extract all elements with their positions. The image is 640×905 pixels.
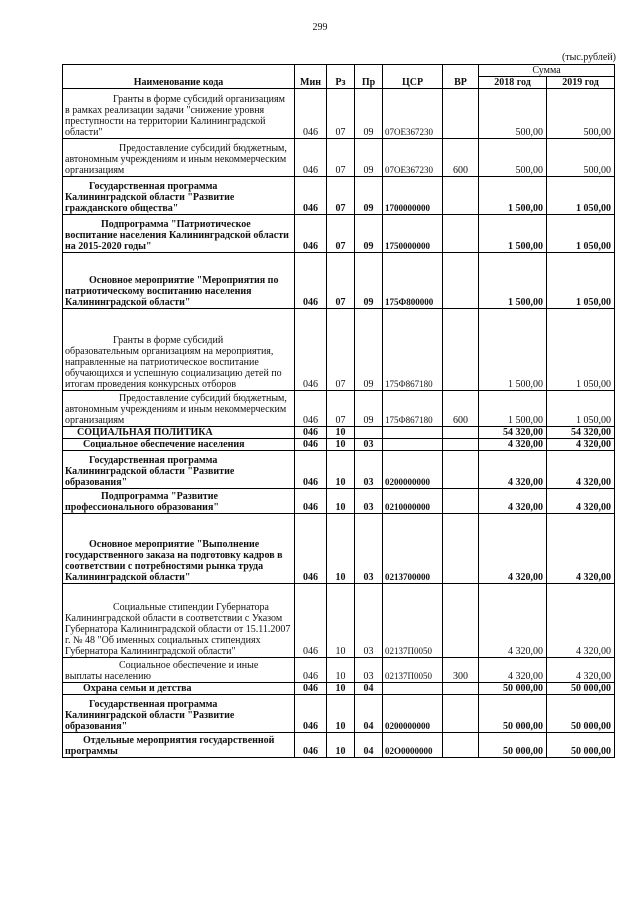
row-pr: 09 xyxy=(355,89,383,139)
row-rz: 10 xyxy=(327,451,355,489)
row-csr: 0213700000 xyxy=(383,514,443,584)
row-rz: 07 xyxy=(327,253,355,309)
row-name: Гранты в форме субсидий организациям в рамках реализации задачи "снижение уровня преступности на территории Калининградской области" xyxy=(65,94,285,138)
row-name: Социальное обеспечение населения xyxy=(83,439,245,450)
row-pr: 09 xyxy=(355,215,383,253)
row-pr: 09 xyxy=(355,177,383,215)
row-vr xyxy=(443,489,479,514)
row-name: Гранты в форме субсидий образовательным организациям на мероприятия, направленные на патриотическое воспитание обучающихся и успешную социализацию детей по итогам проведения конкурсных отборов xyxy=(65,335,282,390)
row-pr: 03 xyxy=(355,584,383,658)
row-min: 046 xyxy=(295,695,327,733)
row-pr: 09 xyxy=(355,391,383,427)
header-csr: ЦСР xyxy=(383,65,443,89)
row-2018: 4 320,00 xyxy=(479,489,547,514)
table-row xyxy=(63,514,615,584)
row-rz: 07 xyxy=(327,309,355,391)
table-row xyxy=(63,89,615,139)
row-2018: 1 500,00 xyxy=(479,215,547,253)
row-csr xyxy=(383,427,443,439)
row-rz: 10 xyxy=(327,658,355,683)
row-min: 046 xyxy=(295,658,327,683)
header-min: Мин xyxy=(295,65,327,89)
row-csr xyxy=(383,683,443,695)
row-vr xyxy=(443,253,479,309)
row-2018: 4 320,00 xyxy=(479,514,547,584)
row-csr xyxy=(383,439,443,451)
page-number: 299 xyxy=(312,22,328,33)
row-rz: 07 xyxy=(327,89,355,139)
row-csr: 1700000000 xyxy=(383,177,443,215)
row-min: 046 xyxy=(295,514,327,584)
row-csr: 07ОЕ367230 xyxy=(383,139,443,177)
row-min: 046 xyxy=(295,139,327,177)
row-rz: 10 xyxy=(327,427,355,439)
row-min: 046 xyxy=(295,391,327,427)
table-row xyxy=(63,695,615,733)
row-name: Государственная программа Калининградской области "Развитие гражданского общества" xyxy=(65,181,235,214)
row-2018: 4 320,00 xyxy=(479,658,547,683)
row-vr xyxy=(443,451,479,489)
header-row-1 xyxy=(63,65,615,77)
row-2019: 50 000,00 xyxy=(547,683,615,695)
row-pr: 03 xyxy=(355,658,383,683)
row-min: 046 xyxy=(295,683,327,695)
row-name: Основное мероприятие "Выполнение государственного заказа на подготовку кадров в соответствии с потребностями рынка труда Калининградской области" xyxy=(65,539,283,583)
table-row xyxy=(63,309,615,391)
row-name: Отдельные мероприятия государственной программы xyxy=(65,735,275,757)
header-name: Наименование кода xyxy=(63,65,295,89)
row-rz: 07 xyxy=(327,177,355,215)
units-label: (тыс.рублей) xyxy=(561,52,616,63)
row-min: 046 xyxy=(295,439,327,451)
row-min: 046 xyxy=(295,89,327,139)
row-2019: 500,00 xyxy=(547,139,615,177)
row-rz: 10 xyxy=(327,514,355,584)
row-2018: 500,00 xyxy=(479,89,547,139)
header-rz: Рз xyxy=(327,65,355,89)
row-2019: 1 050,00 xyxy=(547,309,615,391)
header-pr: Пр xyxy=(355,65,383,89)
row-2019: 1 050,00 xyxy=(547,215,615,253)
row-vr xyxy=(443,584,479,658)
table-row xyxy=(63,439,615,451)
table-row xyxy=(63,489,615,514)
row-vr xyxy=(443,683,479,695)
row-2018: 50 000,00 xyxy=(479,695,547,733)
row-vr xyxy=(443,177,479,215)
row-2018: 54 320,00 xyxy=(479,427,547,439)
row-2018: 1 500,00 xyxy=(479,177,547,215)
row-rz: 10 xyxy=(327,489,355,514)
table-row xyxy=(63,215,615,253)
table-row xyxy=(63,584,615,658)
row-2019: 1 050,00 xyxy=(547,253,615,309)
row-rz: 10 xyxy=(327,733,355,758)
row-2019: 4 320,00 xyxy=(547,439,615,451)
header-vr: ВР xyxy=(443,65,479,89)
row-csr: 1750000000 xyxy=(383,215,443,253)
row-2018: 4 320,00 xyxy=(479,584,547,658)
row-name: Государственная программа Калининградской области "Развитие образования" xyxy=(65,455,235,488)
row-2019: 4 320,00 xyxy=(547,658,615,683)
row-min: 046 xyxy=(295,215,327,253)
row-2019: 4 320,00 xyxy=(547,489,615,514)
header-sum: Сумма xyxy=(479,65,615,77)
row-csr: 175Ф867180 xyxy=(383,391,443,427)
row-2019: 1 050,00 xyxy=(547,177,615,215)
table-row xyxy=(63,427,615,439)
header-2019: 2019 год xyxy=(547,77,615,89)
row-vr xyxy=(443,215,479,253)
row-vr xyxy=(443,514,479,584)
row-vr xyxy=(443,695,479,733)
row-vr xyxy=(443,309,479,391)
row-pr: 09 xyxy=(355,139,383,177)
row-rz: 10 xyxy=(327,683,355,695)
row-csr: 175Ф800000 xyxy=(383,253,443,309)
row-min: 046 xyxy=(295,177,327,215)
row-vr xyxy=(443,733,479,758)
row-vr: 600 xyxy=(443,391,479,427)
row-2018: 50 000,00 xyxy=(479,683,547,695)
row-min: 046 xyxy=(295,309,327,391)
row-csr: 07ОЕ367230 xyxy=(383,89,443,139)
row-min: 046 xyxy=(295,733,327,758)
row-name: Социальное обеспечение и иные выплаты населению xyxy=(65,660,259,682)
row-name: Государственная программа Калининградской области "Развитие образования" xyxy=(65,699,235,732)
row-2019: 4 320,00 xyxy=(547,584,615,658)
row-pr: 04 xyxy=(355,683,383,695)
row-2019: 50 000,00 xyxy=(547,733,615,758)
row-2019: 4 320,00 xyxy=(547,514,615,584)
row-vr xyxy=(443,427,479,439)
row-pr: 04 xyxy=(355,733,383,758)
row-csr: 0210000000 xyxy=(383,489,443,514)
table-row xyxy=(63,683,615,695)
row-min: 046 xyxy=(295,253,327,309)
row-pr: 03 xyxy=(355,439,383,451)
row-2018: 4 320,00 xyxy=(479,451,547,489)
row-name: Предоставление субсидий бюджетным, автономным учреждениям и иным некоммерческим организациям xyxy=(65,143,287,176)
row-name: Основное мероприятие "Мероприятия по патриотическому воспитанию населения Калининградской области" xyxy=(65,275,279,308)
row-name: Подпрограмма "Патриотическое воспитание населения Калининградской области на 2015-2020 годы" xyxy=(65,219,289,252)
row-2018: 50 000,00 xyxy=(479,733,547,758)
row-pr xyxy=(355,427,383,439)
row-name: Подпрограмма "Развитие профессионального образования" xyxy=(65,491,219,513)
budget-table xyxy=(62,64,615,758)
row-name: Социальные стипендии Губернатора Калининградской области в соответствии с Указом Губернатора Калининградской области от 15.11.2007 г. № 48 "Об именных социальных стипендиях Губернатора Калининградской области" xyxy=(65,602,291,657)
row-2018: 500,00 xyxy=(479,139,547,177)
row-min: 046 xyxy=(295,489,327,514)
row-rz: 10 xyxy=(327,439,355,451)
row-rz: 10 xyxy=(327,584,355,658)
row-2018: 4 320,00 xyxy=(479,439,547,451)
row-csr: 0200000000 xyxy=(383,451,443,489)
row-rz: 07 xyxy=(327,391,355,427)
table-row xyxy=(63,139,615,177)
row-2018: 1 500,00 xyxy=(479,309,547,391)
row-pr: 03 xyxy=(355,489,383,514)
row-csr: 175Ф867180 xyxy=(383,309,443,391)
row-min: 046 xyxy=(295,427,327,439)
row-2018: 1 500,00 xyxy=(479,391,547,427)
table-row xyxy=(63,658,615,683)
row-vr xyxy=(443,89,479,139)
row-csr: 0200000000 xyxy=(383,695,443,733)
row-pr: 04 xyxy=(355,695,383,733)
row-name: СОЦИАЛЬНАЯ ПОЛИТИКА xyxy=(77,427,213,438)
row-pr: 09 xyxy=(355,253,383,309)
row-vr: 300 xyxy=(443,658,479,683)
row-2019: 50 000,00 xyxy=(547,695,615,733)
row-min: 046 xyxy=(295,451,327,489)
row-name: Предоставление субсидий бюджетным, автономным учреждениям и иным некоммерческим организациям xyxy=(65,393,287,426)
row-2019: 54 320,00 xyxy=(547,427,615,439)
row-rz: 07 xyxy=(327,215,355,253)
row-csr: 02137П0050 xyxy=(383,584,443,658)
row-2019: 1 050,00 xyxy=(547,391,615,427)
row-rz: 10 xyxy=(327,695,355,733)
row-min: 046 xyxy=(295,584,327,658)
row-2018: 1 500,00 xyxy=(479,253,547,309)
row-rz: 07 xyxy=(327,139,355,177)
row-vr: 600 xyxy=(443,139,479,177)
row-csr: 02137П0050 xyxy=(383,658,443,683)
table-row xyxy=(63,733,615,758)
row-vr xyxy=(443,439,479,451)
table-row xyxy=(63,391,615,427)
row-pr: 03 xyxy=(355,514,383,584)
row-pr: 03 xyxy=(355,451,383,489)
row-2019: 500,00 xyxy=(547,89,615,139)
row-2019: 4 320,00 xyxy=(547,451,615,489)
row-name: Охрана семьи и детства xyxy=(83,683,192,694)
header-2018: 2018 год xyxy=(479,77,547,89)
row-csr: 02О0000000 xyxy=(383,733,443,758)
table-row xyxy=(63,253,615,309)
row-pr: 09 xyxy=(355,309,383,391)
table-row xyxy=(63,451,615,489)
table-row xyxy=(63,177,615,215)
